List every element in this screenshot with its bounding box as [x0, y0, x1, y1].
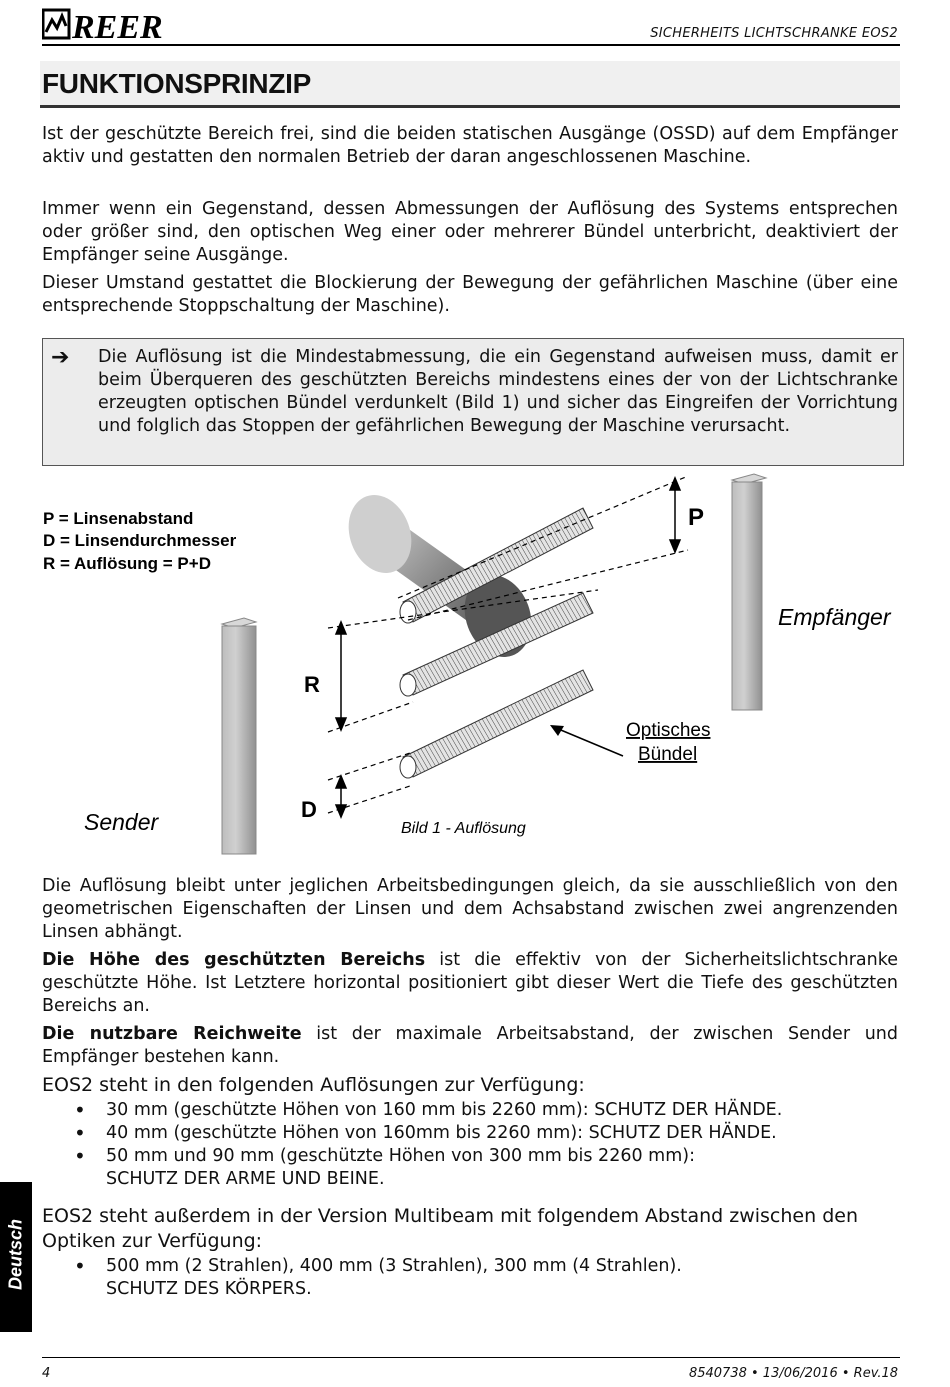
sender-bar	[222, 618, 256, 854]
list-item: • 40 mm (geschützte Höhen von 160mm bis 2260 mm): SCHUTZ DER HÄNDE.	[42, 1122, 900, 1145]
resolution-figure	[38, 470, 908, 860]
p-dimension-arrow	[670, 478, 680, 552]
note-text: Die Auflösung ist die Mindestabmessung, die ein Gegenstand aufweisen muss, damit er beim Überqueren des geschützten Bereichs mindestens eines der von der Lichtschranke erzeugten optischen Bündel verdunkelt (Bild 1) und sicher das Eingreifen der Vorrichtung und folglich das Stoppen der gefährlichen Bewegung der Maschine verursacht.	[98, 347, 898, 436]
intro-paragraph-3: Dieser Umstand gestattet die Blockierung der Bewegung der gefährlichen Maschine (über eine entsprechende Stoppschaltung der Maschine).	[42, 273, 898, 316]
intro-paragraph-1: Ist der geschützte Bereich frei, sind die beiden statischen Ausgänge (OSSD) auf dem Empfänger aktiv und gestatten den normalen Betrieb der daran angeschlossenen Maschine.	[42, 124, 898, 167]
list-item: • 30 mm (geschützte Höhen von 160 mm bis 2260 mm): SCHUTZ DER HÄNDE.	[42, 1099, 900, 1122]
r-dimension-arrow	[336, 622, 346, 730]
legend-line-3: R = Auflösung = P+D	[43, 554, 211, 573]
label-optical-beams-line-1: Optisches	[626, 720, 711, 741]
footer-divider	[42, 1357, 900, 1358]
beam-pointer-arrow	[550, 725, 623, 756]
legend-line-2: D = Linsendurchmesser	[43, 531, 237, 550]
header-divider	[42, 44, 900, 46]
d-dimension-arrow	[336, 776, 346, 817]
arrow-right-icon: ➔	[51, 345, 70, 370]
page-number: 4	[42, 1366, 51, 1381]
list-item: • 50 mm und 90 mm (geschützte Höhen von 300 mm bis 2260 mm):	[42, 1145, 900, 1168]
body-paragraph-2-rest: ist die effektiv von der Sicherheitslichtschranke geschützte Höhe. Ist Letztere horizontal positioniert gibt dieser Wert die Tiefe des geschützten Bereichs an.	[42, 950, 899, 1016]
body-paragraph-2	[42, 949, 898, 1018]
label-d: D	[301, 797, 317, 822]
figure-caption: Bild 1 - Auflösung	[401, 820, 526, 837]
document-reference: 8540738 • 13/06/2016 • Rev.18	[688, 1366, 898, 1381]
list-item-continuation: SCHUTZ DES KÖRPERS.	[106, 1279, 312, 1299]
label-optical-beams-line-2: Bündel	[638, 744, 698, 765]
language-label: Deutsch	[5, 1219, 26, 1291]
document-title: SICHERHEITS LICHTSCHRANKE EOS2	[650, 26, 898, 41]
multibeam-list	[42, 1255, 900, 1301]
receiver-bar	[732, 474, 766, 710]
multibeam-heading: EOS2 steht außerdem in der Version Multibeam mit folgendem Abstand zwischen den Optiken zur Verfügung:	[42, 1205, 858, 1252]
reer-logo	[42, 6, 172, 44]
body-paragraph-1: Die Auflösung bleibt unter jeglichen Arbeitsbedingungen gleich, da sie ausschließlich von den geometrischen Eigenschaften der Linsen und dem Achsabstand zwischen zwei angrenzenden Linsen abhängt.	[42, 876, 898, 942]
body-paragraph-3-rest: ist der maximale Arbeitsabstand, der zwischen Sender und Empfänger bestehen kann.	[42, 1024, 898, 1067]
section-title: FUNKTIONSPRINZIP	[42, 68, 311, 99]
body-paragraph-3	[42, 1023, 898, 1069]
resolutions-heading: EOS2 steht in den folgenden Auflösungen zur Verfügung:	[42, 1074, 585, 1096]
body-paragraph-2-bold: Die Höhe des geschützten Bereichs	[42, 950, 426, 970]
resolutions-list	[42, 1099, 900, 1191]
intro-paragraph-2: Immer wenn ein Gegenstand, dessen Abmessungen der Auflösung des Systems entsprechen oder größer sind, den optischen Weg einer oder mehrerer Bündel unterbricht, deaktiviert der Empfänger seine Ausgänge.	[42, 199, 898, 265]
label-r: R	[304, 672, 320, 697]
legend-line-1: P = Linsenabstand	[43, 509, 194, 528]
note-box	[42, 338, 904, 466]
body-paragraph-3-bold: Die nutzbare Reichweite	[42, 1024, 302, 1044]
label-sender: Sender	[84, 809, 159, 835]
list-item-continuation: SCHUTZ DER ARME UND BEINE.	[106, 1169, 385, 1189]
label-receiver: Empfänger	[778, 604, 891, 630]
logo-text: REER	[72, 9, 163, 44]
section-heading	[40, 61, 900, 108]
list-item: • 500 mm (2 Strahlen), 400 mm (3 Strahlen), 300 mm (4 Strahlen).	[42, 1255, 900, 1278]
label-p: P	[688, 504, 705, 531]
language-tab	[0, 1182, 32, 1332]
